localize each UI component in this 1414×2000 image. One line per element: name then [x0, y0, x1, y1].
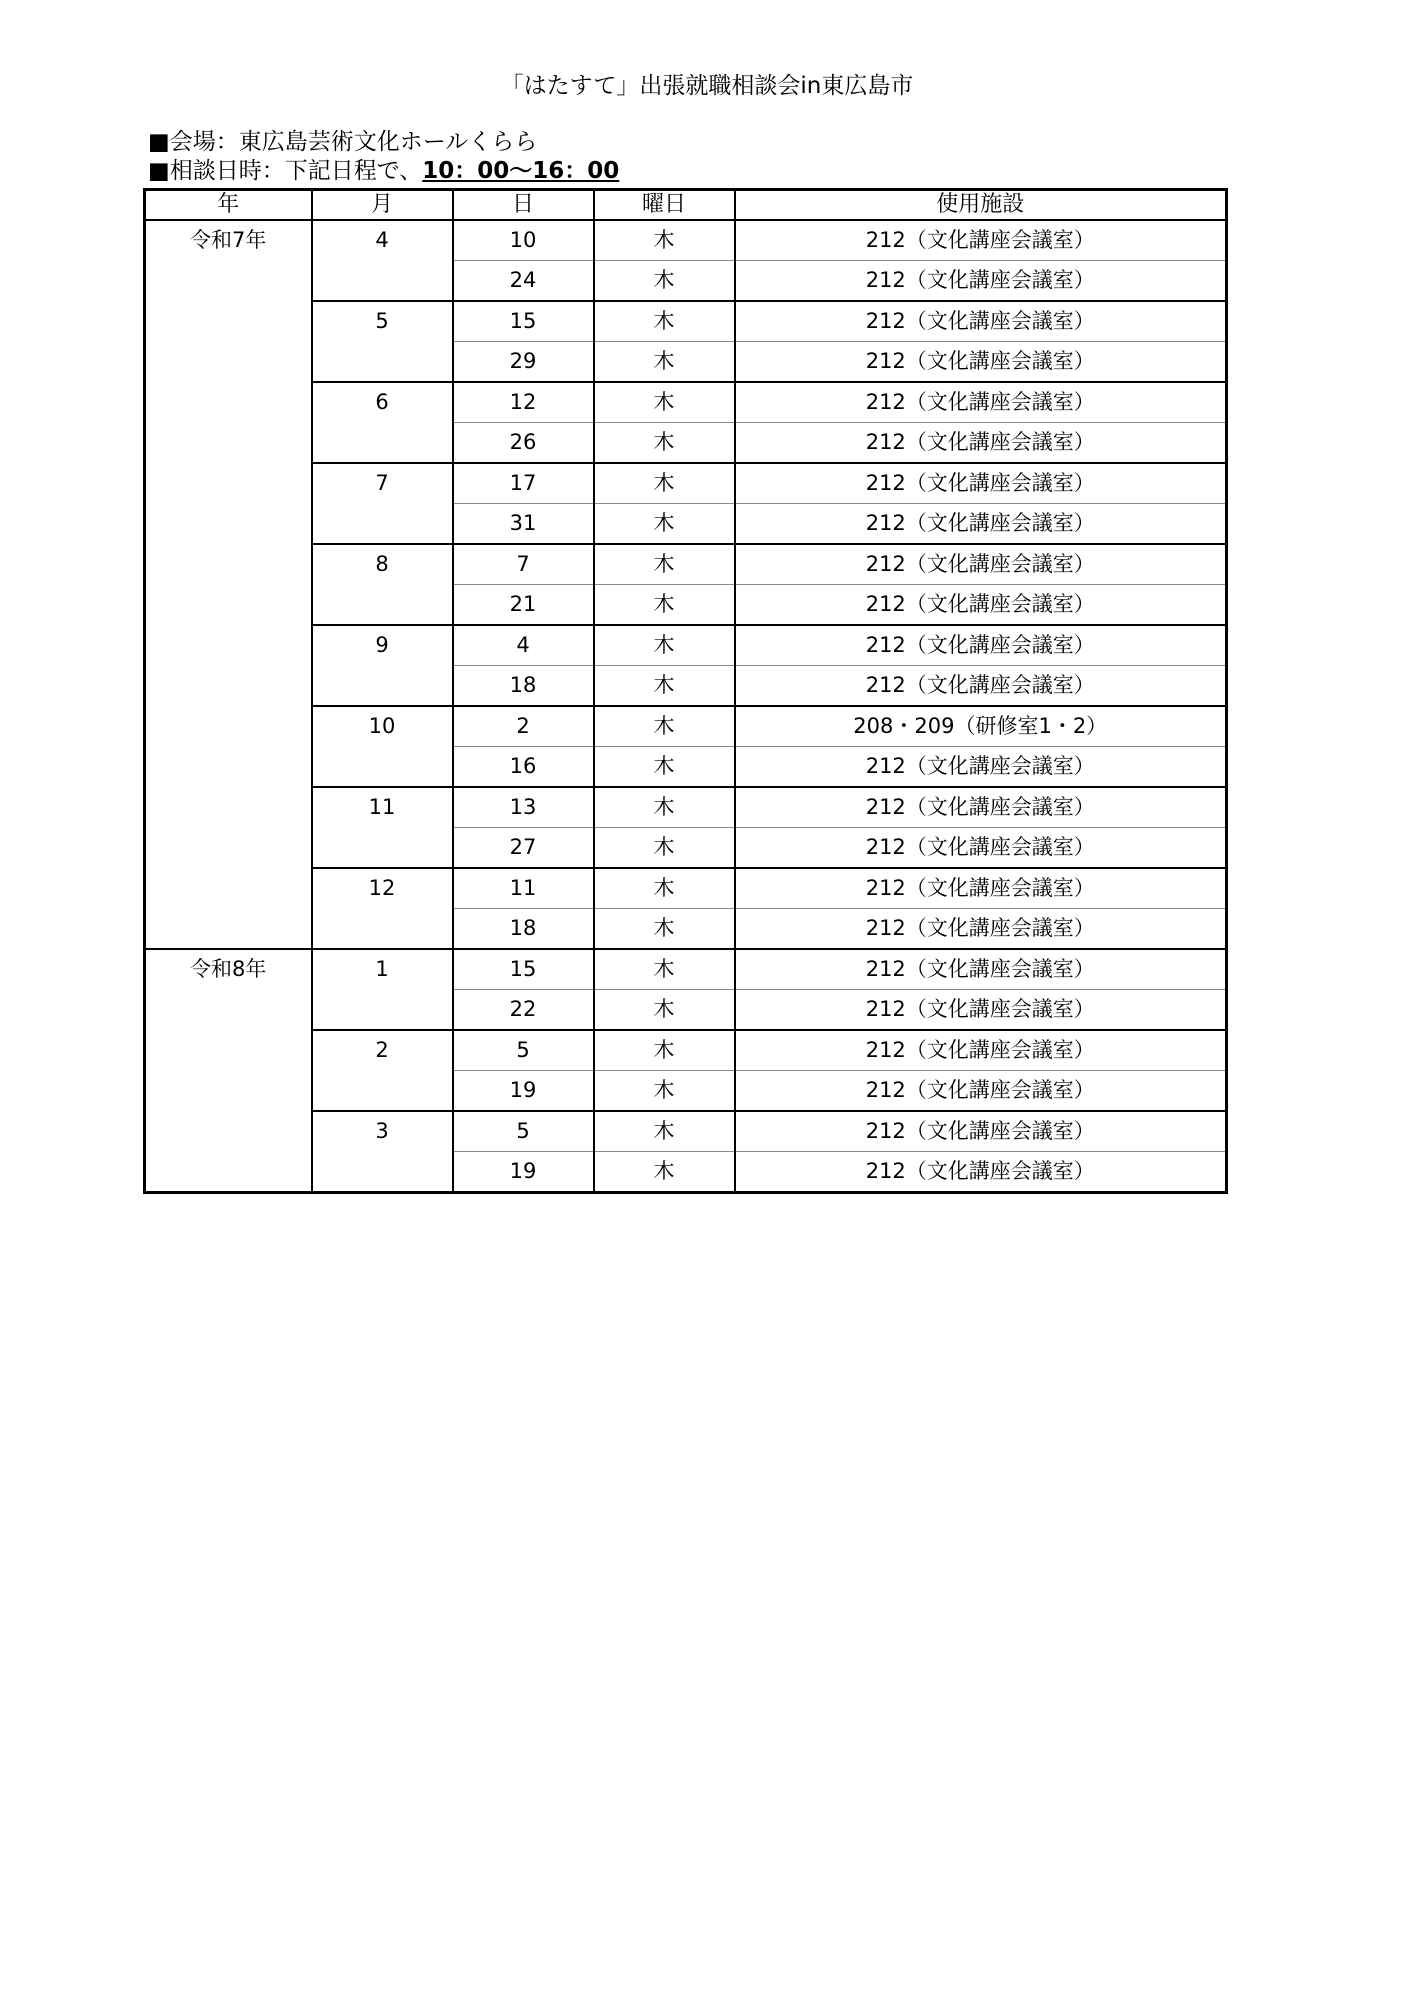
weekday-cell: 木 [594, 585, 735, 626]
day-cell: 22 [453, 990, 594, 1031]
table-row [145, 949, 1227, 990]
facility-cell: 208・209（研修室1・2） [735, 706, 1227, 747]
facility-cell: 212（文化講座会議室） [735, 909, 1227, 950]
schedule-time-label: ■相談日時：下記日程で、 [148, 158, 423, 184]
day-cell: 19 [453, 1071, 594, 1112]
day-cell: 10 [453, 220, 594, 261]
month-cell: 8 [312, 544, 453, 625]
schedule-table [143, 188, 1228, 1194]
table-body [145, 220, 1227, 1193]
month-cell: 4 [312, 220, 453, 301]
header-day: 日 [453, 190, 594, 221]
weekday-cell: 木 [594, 706, 735, 747]
table-row [145, 220, 1227, 261]
day-cell: 13 [453, 787, 594, 828]
year-cell: 令和7年 [145, 220, 312, 949]
weekday-cell: 木 [594, 1111, 735, 1152]
facility-cell: 212（文化講座会議室） [735, 342, 1227, 383]
day-cell: 18 [453, 909, 594, 950]
month-cell: 1 [312, 949, 453, 1030]
weekday-cell: 木 [594, 747, 735, 788]
facility-cell: 212（文化講座会議室） [735, 301, 1227, 342]
facility-cell: 212（文化講座会議室） [735, 1030, 1227, 1071]
header-row [145, 190, 1227, 221]
weekday-cell: 木 [594, 787, 735, 828]
day-cell: 26 [453, 423, 594, 464]
venue-line [148, 128, 537, 156]
table-header [145, 190, 1227, 221]
year-cell: 令和8年 [145, 949, 312, 1193]
day-cell: 11 [453, 868, 594, 909]
facility-cell: 212（文化講座会議室） [735, 423, 1227, 464]
weekday-cell: 木 [594, 1030, 735, 1071]
facility-cell: 212（文化講座会議室） [735, 666, 1227, 707]
weekday-cell: 木 [594, 1071, 735, 1112]
facility-cell: 212（文化講座会議室） [735, 261, 1227, 302]
facility-cell: 212（文化講座会議室） [735, 625, 1227, 666]
day-cell: 29 [453, 342, 594, 383]
facility-cell: 212（文化講座会議室） [735, 868, 1227, 909]
facility-cell: 212（文化講座会議室） [735, 1152, 1227, 1193]
day-cell: 18 [453, 666, 594, 707]
weekday-cell: 木 [594, 625, 735, 666]
header-month: 月 [312, 190, 453, 221]
day-cell: 17 [453, 463, 594, 504]
day-cell: 12 [453, 382, 594, 423]
month-cell: 12 [312, 868, 453, 949]
weekday-cell: 木 [594, 423, 735, 464]
facility-cell: 212（文化講座会議室） [735, 1111, 1227, 1152]
facility-cell: 212（文化講座会議室） [735, 747, 1227, 788]
facility-cell: 212（文化講座会議室） [735, 1071, 1227, 1112]
day-cell: 2 [453, 706, 594, 747]
facility-cell: 212（文化講座会議室） [735, 463, 1227, 504]
month-cell: 2 [312, 1030, 453, 1111]
facility-cell: 212（文化講座会議室） [735, 382, 1227, 423]
schedule-time-line [148, 157, 619, 185]
month-cell: 11 [312, 787, 453, 868]
header-weekday: 曜日 [594, 190, 735, 221]
weekday-cell: 木 [594, 382, 735, 423]
weekday-cell: 木 [594, 220, 735, 261]
venue-label: ■会場： [148, 129, 239, 155]
weekday-cell: 木 [594, 828, 735, 869]
day-cell: 15 [453, 301, 594, 342]
facility-cell: 212（文化講座会議室） [735, 828, 1227, 869]
month-cell: 9 [312, 625, 453, 706]
month-cell: 6 [312, 382, 453, 463]
facility-cell: 212（文化講座会議室） [735, 585, 1227, 626]
month-cell: 7 [312, 463, 453, 544]
day-cell: 7 [453, 544, 594, 585]
weekday-cell: 木 [594, 990, 735, 1031]
day-cell: 4 [453, 625, 594, 666]
weekday-cell: 木 [594, 1152, 735, 1193]
schedule-time-value: 10：00～16：00 [422, 158, 620, 184]
day-cell: 16 [453, 747, 594, 788]
day-cell: 24 [453, 261, 594, 302]
day-cell: 19 [453, 1152, 594, 1193]
weekday-cell: 木 [594, 504, 735, 545]
month-cell: 3 [312, 1111, 453, 1193]
month-cell: 5 [312, 301, 453, 382]
weekday-cell: 木 [594, 463, 735, 504]
day-cell: 15 [453, 949, 594, 990]
month-cell: 10 [312, 706, 453, 787]
day-cell: 5 [453, 1111, 594, 1152]
day-cell: 31 [453, 504, 594, 545]
weekday-cell: 木 [594, 261, 735, 302]
day-cell: 27 [453, 828, 594, 869]
day-cell: 5 [453, 1030, 594, 1071]
weekday-cell: 木 [594, 666, 735, 707]
weekday-cell: 木 [594, 949, 735, 990]
header-facility: 使用施設 [735, 190, 1227, 221]
weekday-cell: 木 [594, 301, 735, 342]
day-cell: 21 [453, 585, 594, 626]
facility-cell: 212（文化講座会議室） [735, 544, 1227, 585]
facility-cell: 212（文化講座会議室） [735, 949, 1227, 990]
facility-cell: 212（文化講座会議室） [735, 504, 1227, 545]
facility-cell: 212（文化講座会議室） [735, 220, 1227, 261]
weekday-cell: 木 [594, 868, 735, 909]
weekday-cell: 木 [594, 909, 735, 950]
facility-cell: 212（文化講座会議室） [735, 787, 1227, 828]
weekday-cell: 木 [594, 544, 735, 585]
page-title: 「はたすて」出張就職相談会in東広島市 [500, 73, 914, 99]
weekday-cell: 木 [594, 342, 735, 383]
facility-cell: 212（文化講座会議室） [735, 990, 1227, 1031]
venue-value: 東広島芸術文化ホールくらら [238, 129, 538, 155]
header-year: 年 [145, 190, 312, 221]
